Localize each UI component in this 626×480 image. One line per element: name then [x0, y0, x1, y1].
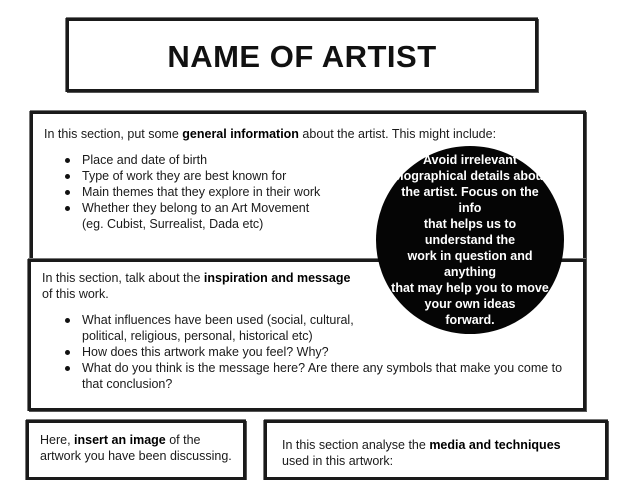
inspiration-list-2 — [62, 344, 562, 376]
image-intro — [40, 432, 201, 448]
inspiration-intro — [42, 270, 350, 286]
advice-line: that may help you to move — [391, 281, 549, 295]
list-item: Place and date of birth — [62, 152, 320, 168]
advice-line: that helps us to understand the — [423, 217, 517, 247]
general-info-intro — [44, 126, 496, 142]
advice-line: your own ideas — [424, 297, 516, 311]
media-intro-text: In this section analyse the — [282, 438, 430, 452]
advice-circle — [376, 146, 564, 334]
list-item: How does this artwork make you feel? Why? — [62, 344, 562, 360]
list-item: Type of work they are best known for — [62, 168, 320, 184]
image-intro-bold: insert an image — [74, 433, 166, 447]
media-intro-line2: used in this artwork: — [282, 454, 394, 468]
list-item: Main themes that they explore in their work — [62, 184, 320, 200]
inspiration-intro-bold: inspiration and message — [203, 271, 351, 285]
advice-line: Avoid irrelevant — [422, 153, 517, 167]
media-intro-bold: media and techniques — [429, 438, 561, 452]
media-intro — [282, 437, 561, 453]
title-box — [66, 18, 538, 92]
general-info-list — [62, 152, 320, 216]
advice-line: work in question and anything — [407, 249, 533, 279]
general-info-intro-text: In this section, put some — [44, 127, 183, 141]
inspiration-intro-rest: of this work. — [42, 287, 109, 301]
inspiration-intro-text: In this section, talk about the — [42, 271, 204, 285]
page-title: NAME OF ARTIST — [167, 39, 437, 74]
inspiration-list — [62, 312, 354, 328]
general-info-intro-bold: general information — [182, 127, 299, 141]
list-item: Whether they belong to an Art Movement — [62, 200, 320, 216]
image-intro-line2: artwork you have been discussing. — [40, 449, 232, 463]
list-item-continuation: that conclusion? — [82, 377, 173, 391]
list-item: What do you think is the message here? Are there any symbols that make you come to — [62, 360, 562, 376]
list-item-continuation: political, religious, personal, historical etc) — [82, 329, 313, 343]
list-item: What influences have been used (social, cultural, — [62, 312, 354, 328]
advice-line: biographical details about — [392, 169, 548, 183]
image-intro-text: Here, — [40, 433, 75, 447]
advice-line: forward. — [445, 313, 495, 327]
advice-line: the artist. Focus on the info — [401, 185, 539, 215]
list-item-continuation: (eg. Cubist, Surrealist, Dada etc) — [82, 217, 264, 231]
general-info-intro-rest: about the artist. This might include: — [298, 127, 497, 141]
image-intro-rest: of the — [165, 433, 201, 447]
